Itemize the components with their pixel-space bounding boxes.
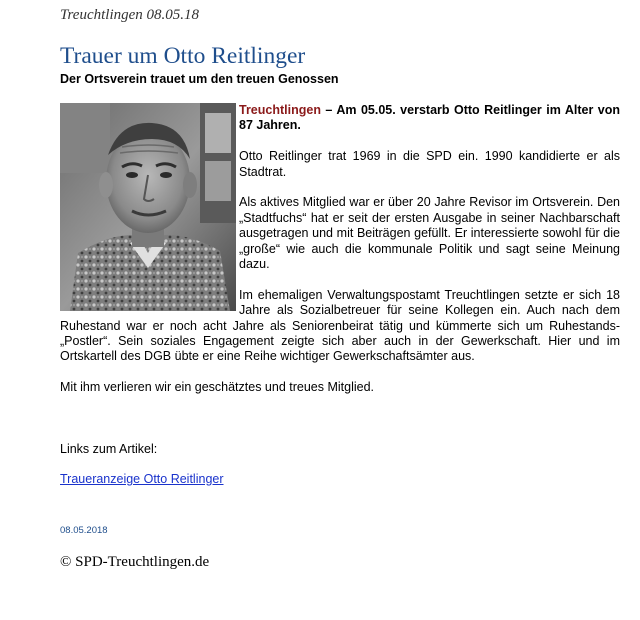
obituary-link[interactable]: Traueranzeige Otto Reitlinger [60,472,224,486]
links-label: Links zum Artikel: [60,442,158,456]
subtitle: Der Ortsverein trauet um den treuen Genossen [60,72,339,86]
article-paragraph: Otto Reitlinger trat 1969 in die SPD ein. 1990 kandidierte er als Stadtrat. [239,149,620,179]
lead-text: – Am 05.05. verstarb Otto Reitlinger im Alter von 87 Jahren. [239,103,620,133]
article-body [60,103,620,411]
page-title: Trauer um Otto Reitlinger [60,43,306,69]
portrait-photo [60,103,236,311]
dateline: Treuchtlingen 08.05.18 [60,7,200,23]
lead-place: Treuchtlingen [239,103,321,117]
footer-date: 08.05.2018 [60,525,108,536]
copyright: © SPD-Treuchtlingen.de [60,554,210,570]
article-paragraph: Als aktives Mitglied war er über 20 Jahre Revisor im Ortsverein. Den „Stadtfuchs“ hat er seit der ersten Ausgabe in seiner Nachbarschaft ausgetragen und mit Beiträgen gefüllt. Er interessierte sowohl für die „große“ wie auch die kommunale Politik und sagt seine Meinung dazu. [239,195,620,272]
article-paragraph: Im ehemaligen Verwaltungspostamt Treuchtlingen setzte er sich 18 Jahre als Sozialbetreuer für seine Kollegen ein. Auch nach dem Ruhestand war er noch acht Jahre als Seniorenbeirat tätig und kümmerte sich um Ruhestands-„Postler“. Sein soziales Engagement zeigte sich aber auch in der Gewerkschaft. Hier und im Ortskartell des DGB übte er eine Reihe wichtiger Gewerkschaftsämter aus. [60,287,620,364]
article-paragraph: Mit ihm verlieren wir ein geschätztes und treues Mitglied. [60,380,375,395]
